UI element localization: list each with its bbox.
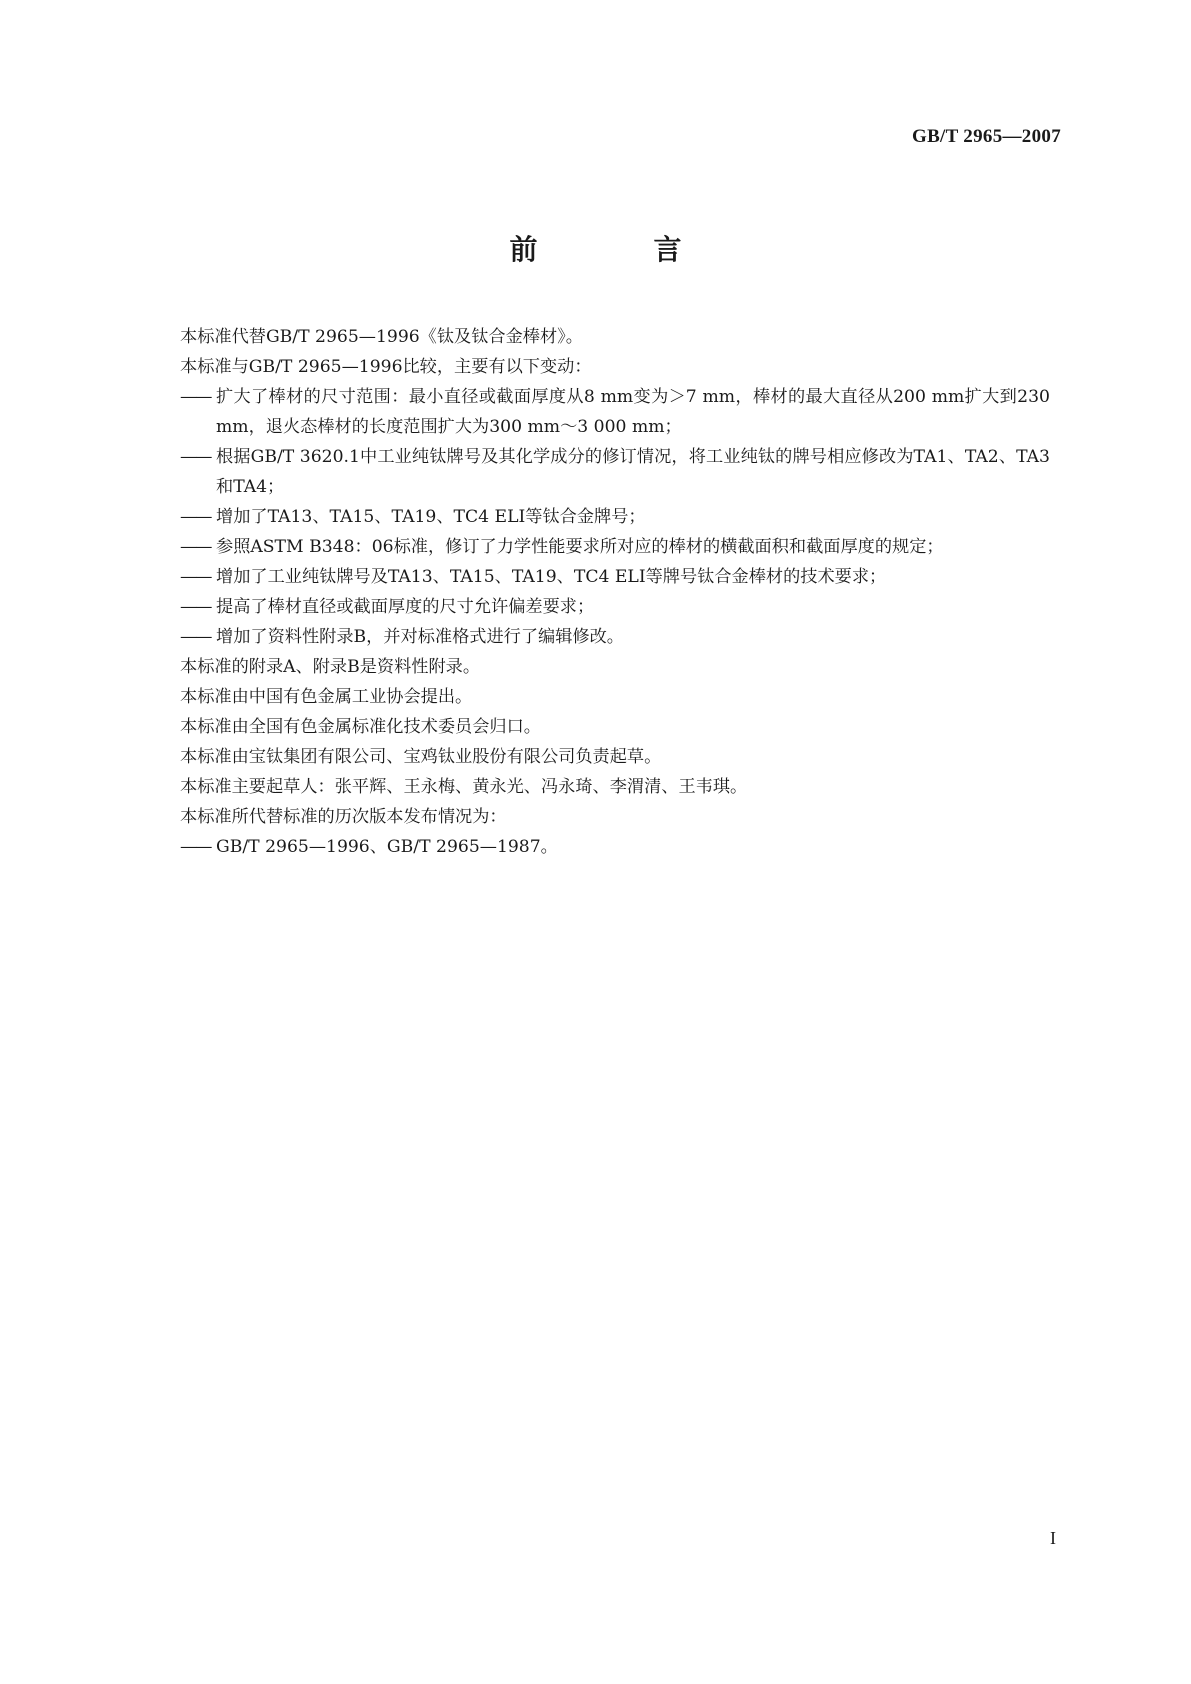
dash-marker: —— — [180, 387, 211, 407]
document-body — [180, 322, 1050, 862]
paragraph-replaces: 本标准代替GB/T 2965—1996《钛及钛合金棒材》。 — [180, 327, 583, 347]
change-item-text: 参照ASTM B348：06标准，修订了力学性能要求所对应的棒材的横截面积和截面厚度的规定； — [216, 537, 944, 557]
dash-marker: —— — [180, 537, 211, 557]
dash-marker: —— — [180, 597, 211, 617]
page-title: 前 言 — [509, 233, 726, 266]
change-item — [180, 562, 1050, 592]
change-item — [180, 382, 1050, 442]
paragraph-drafted-by: 本标准由宝钛集团有限公司、宝鸡钛业股份有限公司负责起草。 — [180, 747, 662, 767]
paragraph-proposed-by: 本标准由中国有色金属工业协会提出。 — [180, 687, 473, 707]
change-item — [180, 622, 1050, 652]
paragraph-history-intro: 本标准所代替标准的历次版本发布情况为： — [180, 807, 507, 827]
dash-marker: —— — [180, 507, 211, 527]
change-item-text: 增加了工业纯钛牌号及TA13、TA15、TA19、TC4 ELI等牌号钛合金棒材的技术要求； — [216, 567, 887, 587]
dash-marker: —— — [180, 837, 211, 857]
paragraph-changes-intro: 本标准与GB/T 2965—1996比较，主要有以下变动： — [180, 357, 592, 377]
paragraph-centralized-by: 本标准由全国有色金属标准化技术委员会归口。 — [180, 717, 541, 737]
change-item-text: 增加了TA13、TA15、TA19、TC4 ELI等钛合金牌号； — [216, 507, 646, 527]
change-item-text: 提高了棒材直径或截面厚度的尺寸允许偏差要求； — [216, 597, 595, 617]
dash-marker: —— — [180, 447, 211, 467]
paragraph-annexes: 本标准的附录A、附录B是资料性附录。 — [180, 657, 481, 677]
page-number: I — [1050, 1528, 1056, 1548]
dash-marker: —— — [180, 567, 211, 587]
history-item — [180, 832, 1050, 862]
change-item — [180, 592, 1050, 622]
change-item-text: 增加了资料性附录B，并对标准格式进行了编辑修改。 — [216, 627, 624, 647]
change-item — [180, 442, 1050, 502]
change-item-text: 扩大了棒材的尺寸范围：最小直径或截面厚度从8 mm变为＞7 mm，棒材的最大直径从200 mm扩大到230 mm，退火态棒材的长度范围扩大为300 mm～3 000 mm； — [216, 387, 1050, 437]
change-item — [180, 532, 1050, 562]
dash-marker: —— — [180, 627, 211, 647]
paragraph-drafters: 本标准主要起草人：张平辉、王永梅、黄永光、冯永琦、李渭清、王韦琪。 — [180, 777, 748, 797]
history-item-text: GB/T 2965—1996、GB/T 2965—1987。 — [216, 837, 558, 857]
change-item — [180, 502, 1050, 532]
change-item-text: 根据GB/T 3620.1中工业纯钛牌号及其化学成分的修订情况，将工业纯钛的牌号相应修改为TA1、TA2、TA3和TA4； — [216, 447, 1050, 497]
standard-code: GB/T 2965—2007 — [911, 126, 1061, 147]
